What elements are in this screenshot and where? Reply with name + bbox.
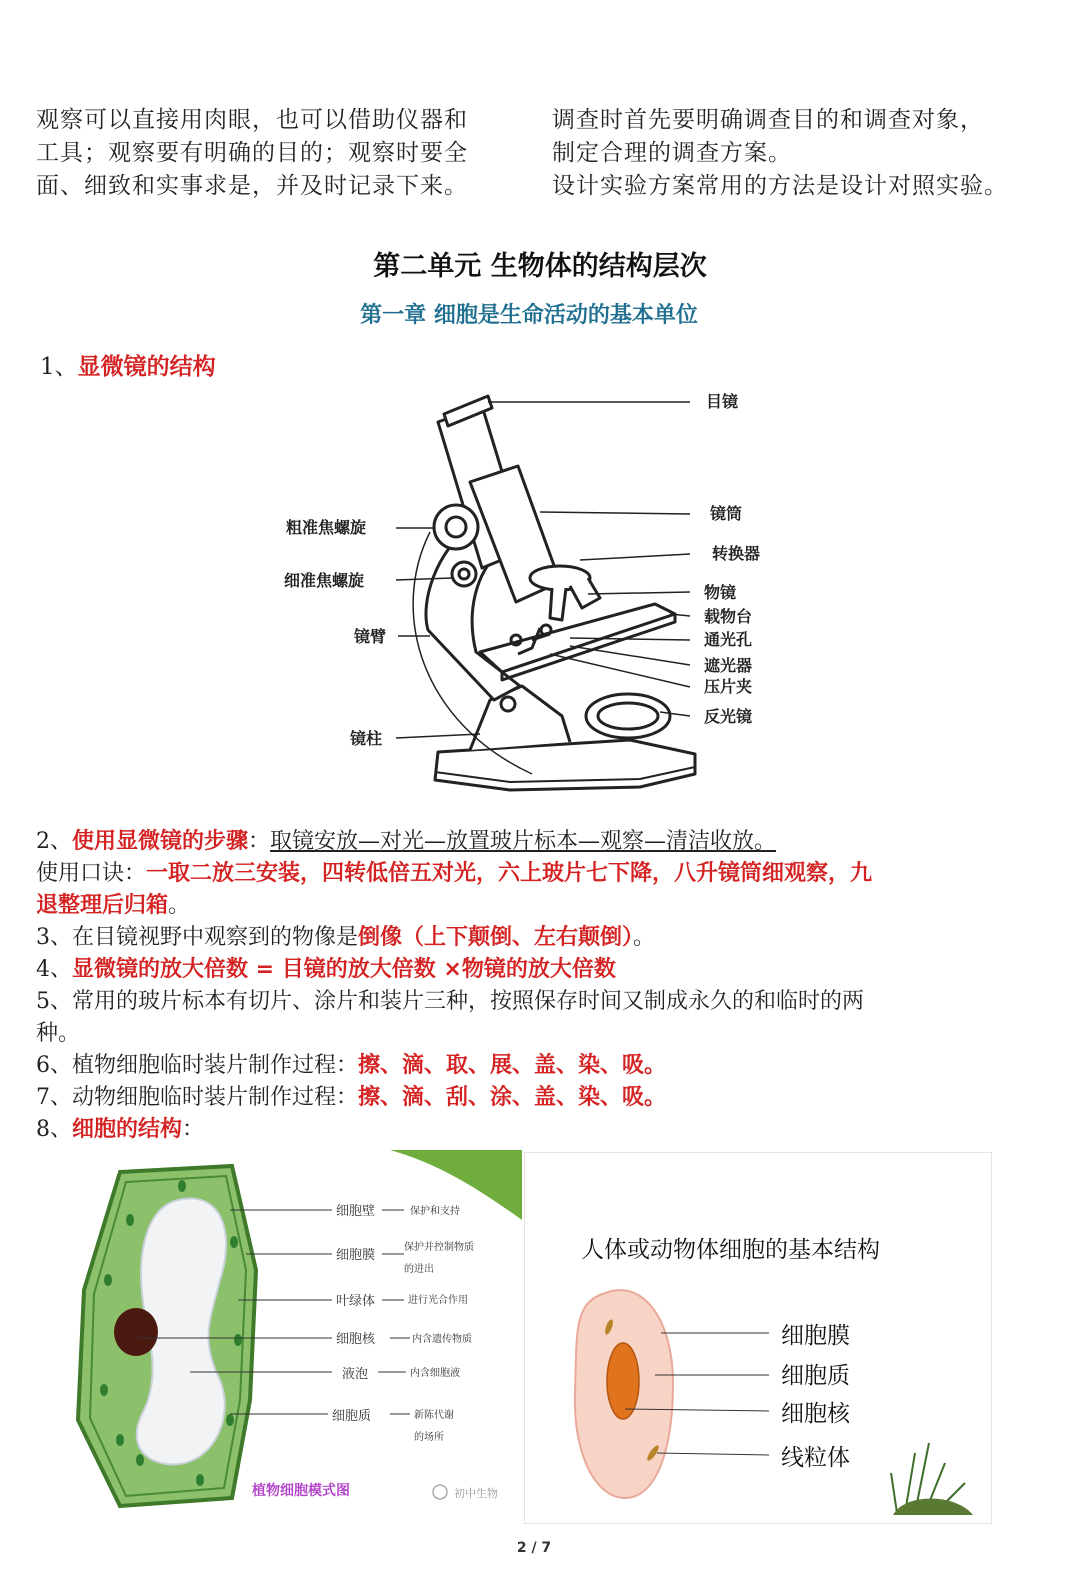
item-8-highlight: 细胞的结构 (72, 1117, 183, 1142)
item-6-highlight: 擦、滴、取、展、盖、染、吸。 (358, 1053, 667, 1078)
label-stage: 载物台 (704, 607, 753, 626)
item-mnemonic-cont (36, 890, 1046, 922)
item-6-text: 植物细胞临时装片制作过程： (72, 1053, 359, 1078)
item-6 (36, 1050, 1046, 1082)
label-arm: 镜臂 (354, 627, 387, 646)
item-8-end: ： (182, 1117, 205, 1142)
section-1-heading (40, 348, 216, 381)
intro-left-line: 观察可以直接用肉眼，也可以借助仪器和 (36, 107, 468, 133)
section-title: 显微镜的结构 (77, 354, 216, 380)
item-number: 8、 (36, 1117, 72, 1142)
section-number: 1、 (40, 354, 78, 380)
plant-part-cytoplasm-fn: 新陈代谢 (414, 1410, 454, 1421)
item-number: 7、 (36, 1085, 72, 1110)
intro-right-line: 调查时首先要明确调查目的和调查对象， (552, 107, 984, 133)
microscope-diagram (270, 382, 810, 812)
item-7 (36, 1082, 1046, 1114)
label-diaphragm: 遮光器 (704, 656, 753, 675)
mnemonic-text: 一取二放三安装，四转低倍五对光，六上玻片七下降，八升镜筒细观察，九 (146, 861, 873, 886)
item-3-end: 。 (633, 925, 656, 950)
plant-part-cytoplasm: 细胞质 (332, 1409, 372, 1424)
intro-right-line: 设计实验方案常用的方法是设计对照实验。 (552, 173, 1008, 199)
plant-part-nucleus: 细胞核 (336, 1332, 376, 1347)
animal-nucleus (607, 1343, 639, 1419)
item-8 (36, 1114, 1046, 1146)
intro-right-paragraph (552, 104, 1062, 203)
plant-part-chloroplast: 叶绿体 (336, 1294, 376, 1309)
plant-cell-diagram (60, 1150, 522, 1522)
item-7-highlight: 擦、滴、刮、涂、盖、染、吸。 (358, 1085, 667, 1110)
item-mnemonic (36, 858, 1046, 890)
grass-base (893, 1499, 973, 1516)
mnemonic-text-cont: 退整理后归箱 (36, 893, 169, 918)
intro-left-paragraph (36, 104, 516, 203)
item-2 (36, 826, 1046, 858)
numbered-items (36, 826, 1046, 1146)
watermark: 初中生物 (454, 1487, 498, 1500)
label-fine-adjustment: 细准焦螺旋 (284, 571, 365, 590)
item-number: 4、 (36, 957, 72, 982)
animal-part-nucleus: 细胞核 (781, 1401, 850, 1427)
item-number: 3、 (36, 925, 72, 950)
chapter-title: 第一章 细胞是生命活动的基本单位 (360, 303, 698, 328)
label-eyepiece: 目镜 (706, 392, 739, 411)
plant-part-membrane-fn: 保护并控制物质 (404, 1242, 474, 1253)
item-4 (36, 954, 1046, 986)
item-5-cont: 种。 (36, 1021, 81, 1046)
plant-part-wall: 细胞壁 (336, 1204, 376, 1219)
animal-part-mitochondria: 线粒体 (781, 1445, 850, 1471)
label-clip: 压片夹 (704, 677, 753, 696)
plant-part-chloroplast-fn: 进行光合作用 (408, 1295, 468, 1306)
animal-part-cytoplasm: 细胞质 (781, 1363, 850, 1389)
plant-part-cytoplasm-fn2: 的场所 (414, 1432, 444, 1443)
plant-part-membrane: 细胞膜 (336, 1248, 376, 1263)
item-5: 5、常用的玻片标本有切片、涂片和装片三种，按照保存时间又制成永久的和临时的两 (36, 989, 864, 1014)
item-2-colon: ： (248, 829, 271, 854)
item-3-highlight: 倒像（上下颠倒、左右颠倒） (358, 925, 634, 950)
animal-cell-title: 人体或动物体细胞的基本结构 (581, 1237, 880, 1263)
label-tube: 镜筒 (710, 504, 743, 523)
item-3-text: 在目镜视野中观察到的物像是 (72, 925, 359, 950)
plant-part-vacuole: 液泡 (342, 1367, 369, 1382)
intro-left-line: 工具；观察要有明确的目的；观察时要全 (36, 140, 468, 166)
plant-part-nucleus-fn: 内含遗传物质 (412, 1334, 472, 1345)
plant-part-wall-fn: 保护和支持 (410, 1206, 460, 1217)
label-nosepiece: 转换器 (712, 544, 761, 563)
label-pillar: 镜柱 (350, 729, 383, 748)
plant-part-membrane-fn2: 的进出 (404, 1264, 434, 1275)
item-number: 2、 (36, 829, 72, 854)
label-mirror: 反光镜 (704, 707, 753, 726)
item-number: 6、 (36, 1053, 72, 1078)
mnemonic-end: 。 (168, 893, 191, 918)
item-7-text: 动物细胞临时装片制作过程： (72, 1085, 359, 1110)
item-3 (36, 922, 1046, 954)
plant-cell-title: 植物细胞模式图 (252, 1483, 350, 1499)
nucleus (114, 1308, 158, 1356)
intro-left-line: 面、细致和实事求是，并及时记录下来。 (36, 173, 468, 199)
label-coarse-adjustment: 粗准焦螺旋 (286, 518, 367, 537)
animal-part-membrane: 细胞膜 (781, 1323, 850, 1349)
label-aperture: 通光孔 (704, 630, 753, 649)
label-objective: 物镜 (704, 583, 737, 602)
item-2-label: 使用显微镜的步骤 (72, 829, 249, 854)
unit-title: 第二单元 生物体的结构层次 (373, 251, 707, 282)
page-number: 2 / 7 (516, 1540, 552, 1556)
mnemonic-prefix: 使用口诀： (36, 861, 147, 886)
item-2-text: 取镜安放—对光—放置玻片标本—观察—清洁收放。 (270, 829, 777, 854)
animal-cell-panel (524, 1152, 992, 1524)
wechat-icon (433, 1485, 447, 1499)
intro-right-line: 制定合理的调查方案。 (552, 140, 792, 166)
item-4-highlight: 显微镜的放大倍数 = 目镜的放大倍数 ×物镜的放大倍数 (72, 957, 616, 982)
animal-cell-diagram (525, 1153, 991, 1523)
plant-part-vacuole-fn: 内含细胞液 (410, 1368, 460, 1379)
